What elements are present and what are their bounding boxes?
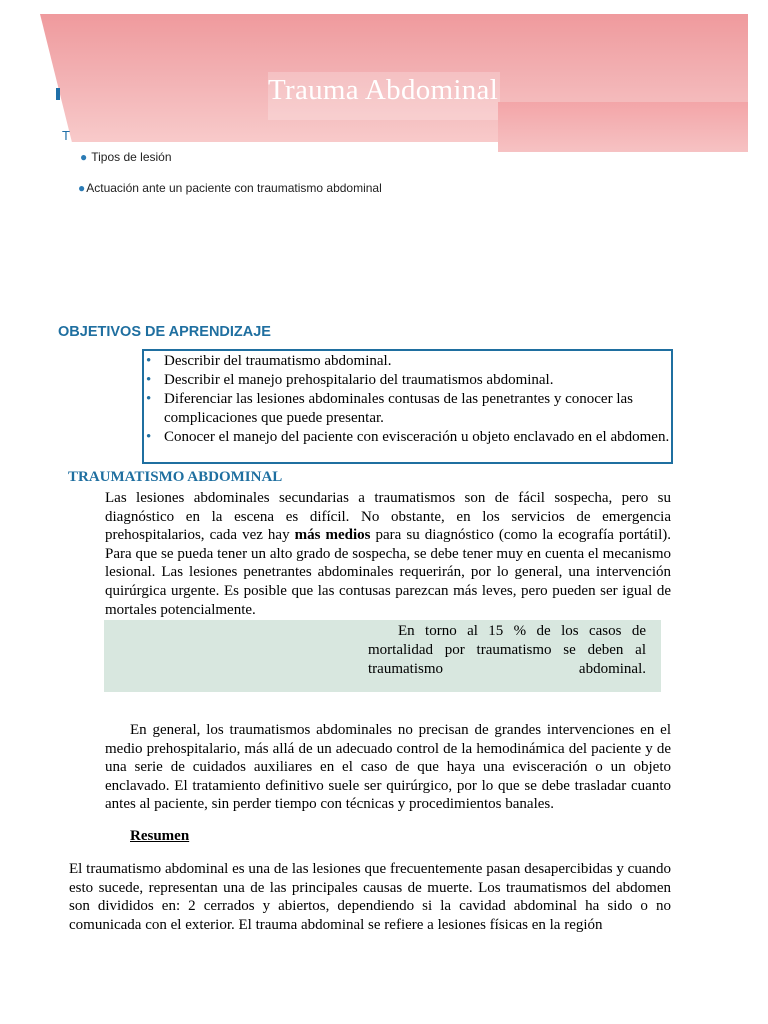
bullet-icon: • xyxy=(146,372,152,388)
bullet-icon: • xyxy=(146,429,152,445)
page-title: Trauma Abdominal xyxy=(268,74,499,106)
bullet-icon: • xyxy=(146,353,152,369)
objective-item: • Describir el manejo prehospitalario del traumatismos abdominal. xyxy=(146,372,554,388)
topic-item: ● Tipos de lesión xyxy=(80,150,172,164)
heading-fragment-letter: T xyxy=(62,128,70,143)
intro-paragraph: Las lesiones abdominales secundarias a traumatismos son de fácil sospecha, pero su diagnóstico en la escena es difícil. No obstante, en los servicios de emergencia prehospitalarios, cada vez hay más medios para su diagnóstico (como la ecografía portátil). Para que se pueda tener un alto grado de sospecha, se debe tener muy en cuenta el mecanismo lesional. Las lesiones penetrantes abdominales requerirán, por lo general, una intervención quirúrgica urgente. Es posible que las contusas parezcan más leves, pero pueden ser igual de mortales potencialmente. xyxy=(105,490,671,618)
general-paragraph: En general, los traumatismos abdominales no precisan de grandes intervenciones en el medio prehospitalario, más allá de un adecuado control de la hemodinámica del paciente y de una serie de cuidados auxiliares en el caso de que haya una evisceración o un objeto enclavado. El tratamiento definitivo suele ser quirúrgico, por lo que se debe trasladar cuanto antes al paciente, sin perder tiempo con técnicas y procedimientos banales. xyxy=(105,722,671,813)
objective-item: • Conocer el manejo del paciente con evisceración u objeto enclavado en el abdomen. xyxy=(146,429,670,445)
banner-tab xyxy=(498,102,748,152)
objective-item: • Describir del traumatismo abdominal. xyxy=(146,353,392,369)
section-heading: TRAUMATISMO ABDOMINAL xyxy=(68,469,283,485)
bullet-icon: ● xyxy=(78,181,86,195)
objective-item: • Diferenciar las lesiones abdominales contusas de las penetrantes y conocer las complicaciones que puede presentar. xyxy=(146,391,633,426)
objectives-heading: OBJETIVOS DE APRENDIZAJE xyxy=(58,324,271,340)
bullet-icon: • xyxy=(146,391,152,407)
resumen-heading: Resumen xyxy=(130,828,190,844)
bullet-icon: ● xyxy=(80,150,88,164)
resumen-paragraph: El traumatismo abdominal es una de las lesiones que frecuentemente pasan desapercibidas y cuando esto sucede, representan una de las principales causas de muerte. Los traumatismos del abdomen son divididos en: 2 cerrados y abiertos, dependiendo si la cavidad abdominal ha sido o no comunicada con el exterior. El trauma abdominal se refiere a lesiones físicas en la región xyxy=(69,861,671,933)
objectives-box xyxy=(142,349,673,464)
statistic-text: En torno al 15 % de los casos de mortalidad por traumatismo se deben al traumatismo abdominal. xyxy=(368,623,646,677)
topic-item: ●Actuación ante un paciente con traumatismo abdominal xyxy=(78,181,382,195)
statistic-callout xyxy=(104,620,661,692)
heading-fragment xyxy=(56,88,60,100)
